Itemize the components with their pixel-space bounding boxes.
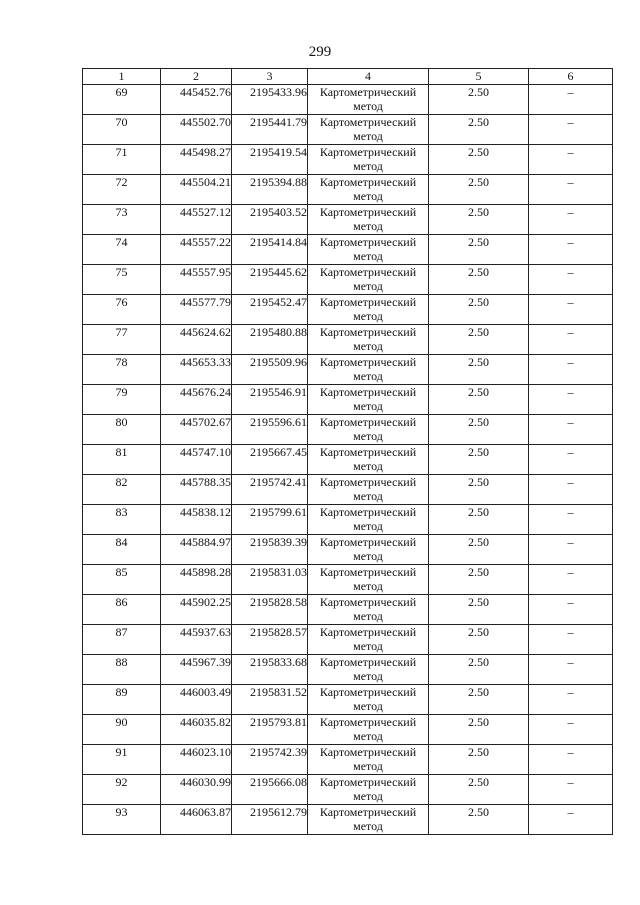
table-row: [83, 415, 613, 445]
x-coordinate-cell: 445967.39: [161, 655, 232, 685]
accuracy-cell: 2.50: [429, 325, 529, 355]
y-coordinate-cell: 2195828.57: [232, 625, 308, 655]
point-number-cell: 75: [83, 265, 161, 295]
table-row: [83, 805, 613, 835]
column-header: 6: [529, 69, 613, 85]
method-cell: Картометрический метод: [308, 685, 429, 715]
point-number-cell: 81: [83, 445, 161, 475]
x-coordinate-cell: 445557.95: [161, 265, 232, 295]
note-cell: –: [529, 235, 613, 265]
y-coordinate-cell: 2195828.58: [232, 595, 308, 625]
method-cell: Картометрический метод: [308, 325, 429, 355]
accuracy-cell: 2.50: [429, 415, 529, 445]
table-row: [83, 325, 613, 355]
y-coordinate-cell: 2195419.54: [232, 145, 308, 175]
point-number-cell: 93: [83, 805, 161, 835]
table-row: [83, 145, 613, 175]
y-coordinate-cell: 2195831.03: [232, 565, 308, 595]
table-row: [83, 205, 613, 235]
y-coordinate-cell: 2195445.62: [232, 265, 308, 295]
accuracy-cell: 2.50: [429, 715, 529, 745]
x-coordinate-cell: 445527.12: [161, 205, 232, 235]
coordinates-table: [82, 68, 613, 835]
accuracy-cell: 2.50: [429, 505, 529, 535]
x-coordinate-cell: 445653.33: [161, 355, 232, 385]
point-number-cell: 86: [83, 595, 161, 625]
x-coordinate-cell: 445504.21: [161, 175, 232, 205]
accuracy-cell: 2.50: [429, 175, 529, 205]
accuracy-cell: 2.50: [429, 655, 529, 685]
accuracy-cell: 2.50: [429, 595, 529, 625]
y-coordinate-cell: 2195433.96: [232, 85, 308, 115]
method-cell: Картометрический метод: [308, 715, 429, 745]
x-coordinate-cell: 445702.67: [161, 415, 232, 445]
accuracy-cell: 2.50: [429, 235, 529, 265]
note-cell: –: [529, 415, 613, 445]
point-number-cell: 78: [83, 355, 161, 385]
table-row: [83, 115, 613, 145]
column-header: 4: [308, 69, 429, 85]
x-coordinate-cell: 445557.22: [161, 235, 232, 265]
table-row: [83, 235, 613, 265]
point-number-cell: 85: [83, 565, 161, 595]
note-cell: –: [529, 805, 613, 835]
accuracy-cell: 2.50: [429, 805, 529, 835]
note-cell: –: [529, 475, 613, 505]
note-cell: –: [529, 565, 613, 595]
note-cell: –: [529, 385, 613, 415]
table-row: [83, 175, 613, 205]
y-coordinate-cell: 2195452.47: [232, 295, 308, 325]
x-coordinate-cell: 445884.97: [161, 535, 232, 565]
method-cell: Картометрический метод: [308, 355, 429, 385]
y-coordinate-cell: 2195414.84: [232, 235, 308, 265]
point-number-cell: 70: [83, 115, 161, 145]
method-cell: Картометрический метод: [308, 115, 429, 145]
x-coordinate-cell: 445452.76: [161, 85, 232, 115]
table-row: [83, 355, 613, 385]
note-cell: –: [529, 85, 613, 115]
note-cell: –: [529, 775, 613, 805]
note-cell: –: [529, 295, 613, 325]
accuracy-cell: 2.50: [429, 355, 529, 385]
method-cell: Картометрический метод: [308, 535, 429, 565]
y-coordinate-cell: 2195666.08: [232, 775, 308, 805]
x-coordinate-cell: 445577.79: [161, 295, 232, 325]
y-coordinate-cell: 2195509.96: [232, 355, 308, 385]
y-coordinate-cell: 2195742.39: [232, 745, 308, 775]
y-coordinate-cell: 2195839.39: [232, 535, 308, 565]
point-number-cell: 72: [83, 175, 161, 205]
table-row: [83, 565, 613, 595]
accuracy-cell: 2.50: [429, 475, 529, 505]
table-row: [83, 85, 613, 115]
point-number-cell: 71: [83, 145, 161, 175]
y-coordinate-cell: 2195394.88: [232, 175, 308, 205]
note-cell: –: [529, 505, 613, 535]
note-cell: –: [529, 655, 613, 685]
accuracy-cell: 2.50: [429, 385, 529, 415]
point-number-cell: 74: [83, 235, 161, 265]
y-coordinate-cell: 2195833.68: [232, 655, 308, 685]
point-number-cell: 79: [83, 385, 161, 415]
point-number-cell: 84: [83, 535, 161, 565]
accuracy-cell: 2.50: [429, 205, 529, 235]
method-cell: Картометрический метод: [308, 385, 429, 415]
table-row: [83, 295, 613, 325]
point-number-cell: 82: [83, 475, 161, 505]
point-number-cell: 90: [83, 715, 161, 745]
y-coordinate-cell: 2195667.45: [232, 445, 308, 475]
x-coordinate-cell: 445838.12: [161, 505, 232, 535]
page-number: 299: [308, 44, 332, 60]
point-number-cell: 77: [83, 325, 161, 355]
column-header: 3: [232, 69, 308, 85]
table-row: [83, 445, 613, 475]
method-cell: Картометрический метод: [308, 655, 429, 685]
method-cell: Картометрический метод: [308, 145, 429, 175]
note-cell: –: [529, 445, 613, 475]
point-number-cell: 92: [83, 775, 161, 805]
point-number-cell: 89: [83, 685, 161, 715]
table-row: [83, 775, 613, 805]
x-coordinate-cell: 446063.87: [161, 805, 232, 835]
method-cell: Картометрический метод: [308, 295, 429, 325]
x-coordinate-cell: 445788.35: [161, 475, 232, 505]
table-row: [83, 745, 613, 775]
point-number-cell: 88: [83, 655, 161, 685]
table-row: [83, 595, 613, 625]
x-coordinate-cell: 445502.70: [161, 115, 232, 145]
y-coordinate-cell: 2195441.79: [232, 115, 308, 145]
x-coordinate-cell: 445902.25: [161, 595, 232, 625]
y-coordinate-cell: 2195480.88: [232, 325, 308, 355]
y-coordinate-cell: 2195799.61: [232, 505, 308, 535]
table-row: [83, 475, 613, 505]
method-cell: Картометрический метод: [308, 235, 429, 265]
point-number-cell: 69: [83, 85, 161, 115]
table-row: [83, 505, 613, 535]
note-cell: –: [529, 175, 613, 205]
note-cell: –: [529, 685, 613, 715]
method-cell: Картометрический метод: [308, 775, 429, 805]
y-coordinate-cell: 2195831.52: [232, 685, 308, 715]
column-number-row: [83, 69, 613, 85]
table-row: [83, 625, 613, 655]
column-header: 5: [429, 69, 529, 85]
note-cell: –: [529, 715, 613, 745]
method-cell: Картометрический метод: [308, 595, 429, 625]
note-cell: –: [529, 625, 613, 655]
note-cell: –: [529, 745, 613, 775]
method-cell: Картометрический метод: [308, 445, 429, 475]
accuracy-cell: 2.50: [429, 565, 529, 595]
accuracy-cell: 2.50: [429, 295, 529, 325]
table-row: [83, 655, 613, 685]
note-cell: –: [529, 355, 613, 385]
accuracy-cell: 2.50: [429, 85, 529, 115]
y-coordinate-cell: 2195793.81: [232, 715, 308, 745]
point-number-cell: 80: [83, 415, 161, 445]
table-row: [83, 535, 613, 565]
x-coordinate-cell: 446030.99: [161, 775, 232, 805]
note-cell: –: [529, 265, 613, 295]
method-cell: Картометрический метод: [308, 565, 429, 595]
method-cell: Картометрический метод: [308, 805, 429, 835]
y-coordinate-cell: 2195742.41: [232, 475, 308, 505]
method-cell: Картометрический метод: [308, 175, 429, 205]
accuracy-cell: 2.50: [429, 145, 529, 175]
accuracy-cell: 2.50: [429, 445, 529, 475]
x-coordinate-cell: 445498.27: [161, 145, 232, 175]
y-coordinate-cell: 2195596.61: [232, 415, 308, 445]
accuracy-cell: 2.50: [429, 535, 529, 565]
note-cell: –: [529, 145, 613, 175]
point-number-cell: 87: [83, 625, 161, 655]
point-number-cell: 73: [83, 205, 161, 235]
y-coordinate-cell: 2195546.91: [232, 385, 308, 415]
method-cell: Картометрический метод: [308, 505, 429, 535]
x-coordinate-cell: 446023.10: [161, 745, 232, 775]
method-cell: Картометрический метод: [308, 745, 429, 775]
table-row: [83, 715, 613, 745]
point-number-cell: 83: [83, 505, 161, 535]
accuracy-cell: 2.50: [429, 685, 529, 715]
accuracy-cell: 2.50: [429, 625, 529, 655]
table-row: [83, 265, 613, 295]
method-cell: Картометрический метод: [308, 85, 429, 115]
note-cell: –: [529, 595, 613, 625]
accuracy-cell: 2.50: [429, 745, 529, 775]
accuracy-cell: 2.50: [429, 265, 529, 295]
table-row: [83, 685, 613, 715]
x-coordinate-cell: 445676.24: [161, 385, 232, 415]
method-cell: Картометрический метод: [308, 265, 429, 295]
column-header: 1: [83, 69, 161, 85]
x-coordinate-cell: 446003.49: [161, 685, 232, 715]
method-cell: Картометрический метод: [308, 415, 429, 445]
accuracy-cell: 2.50: [429, 775, 529, 805]
y-coordinate-cell: 2195612.79: [232, 805, 308, 835]
accuracy-cell: 2.50: [429, 115, 529, 145]
table-row: [83, 385, 613, 415]
note-cell: –: [529, 325, 613, 355]
note-cell: –: [529, 205, 613, 235]
point-number-cell: 76: [83, 295, 161, 325]
method-cell: Картометрический метод: [308, 205, 429, 235]
method-cell: Картометрический метод: [308, 625, 429, 655]
note-cell: –: [529, 535, 613, 565]
column-header: 2: [161, 69, 232, 85]
note-cell: –: [529, 115, 613, 145]
point-number-cell: 91: [83, 745, 161, 775]
x-coordinate-cell: 446035.82: [161, 715, 232, 745]
x-coordinate-cell: 445937.63: [161, 625, 232, 655]
x-coordinate-cell: 445747.10: [161, 445, 232, 475]
method-cell: Картометрический метод: [308, 475, 429, 505]
y-coordinate-cell: 2195403.52: [232, 205, 308, 235]
x-coordinate-cell: 445898.28: [161, 565, 232, 595]
x-coordinate-cell: 445624.62: [161, 325, 232, 355]
